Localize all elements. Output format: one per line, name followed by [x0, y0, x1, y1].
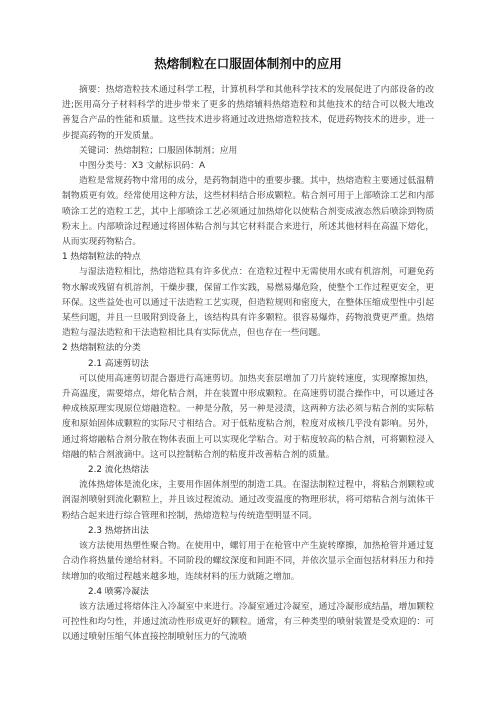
section-2-4-heading: 2.4 喷雾冷凝法	[88, 586, 149, 597]
classification: 中图分类号：X3 文献标识码：A	[79, 161, 206, 172]
section-2-3-text: 该方法使用热塑性聚合物。在使用中，螺钉用于在枪管中产生旋转摩擦，加热枪管并通过复合动作将热量传递给材料。不同阶段的螺纹深度和间距不同，并依次显示全面包括材料压力和持续增加的收缩过程越来越多地，连续材料的压力就随之增加。	[62, 541, 434, 582]
abstract: 摘要：热熔造粒技术通过科学工程，计算机科学和其他科学技术的发展促进了内部设备的改进;医用高分子材料科学的进步带来了更多的热熔辅料热熔造粒和其他技术的结合可以极大地改善复合产品的性能和质量。这些技术进步将通过改进热熔造粒技术，促进药物技术的进步，进一步提高药物的开发质量。	[62, 85, 434, 141]
section-2-heading: 2 热熔制粒法的分类	[62, 343, 141, 354]
section-2-2-heading: 2.2 流化热熔法	[88, 465, 149, 476]
section-1-heading: 1 热熔制粒法的特点	[62, 252, 141, 263]
section-1-text: 与湿法造粒相比，热熔造粒具有许多优点：在造粒过程中无需使用水或有机溶剂，可避免药物水解或残留有机溶剂，干燥步骤，保留工作实践，易燃易爆危险，使整个工作过程更安全，更环保。这些益处也可以通过干法造粒工艺实现，但造粒规则和密度大，在整体压缩成型性中引起某些问题，并且一旦吸附到设备上，该结构具有许多颗粒。很容易爆炸，药物浪费更严重。热熔造粒与湿法造粒和干法造粒相比具有实际优点，但也存在一些问题。	[62, 267, 434, 339]
section-2-2-text: 流体热熔体是流化床，主要用作固体剂型的制造工具。在湿法制粒过程中，将粘合剂颗粒或润湿剂喷射到流化颗粒上，并且该过程流动。通过改变温度的物理形状，将可熔粘合剂与流体干粉结合起来进行综合管理和控制，热熔造粒与传统造型明显不同。	[62, 480, 434, 521]
section-2-1-text: 可以使用高速剪切混合器进行高速剪切。加热夹套层增加了刀片旋转速度，实现摩擦加热，升高温度，需要熔点，熔化粘合剂，并在装置中形成颗粒。在高速剪切混合操作中，可以通过各种成核原理实现原位熔融造粒。一种是分散，另一种是浸渍，这两种方法必须与粘合剂的实际粘度和原始固体成颗粒的实际尺寸相结合。对于低粘度粘合剂，粒度对成核几乎没有影响。另外，通过将熔融粘合剂分散在物体表面上可以实现化学粘合。对于粘度较高的粘合剂，可将颗粒浸入熔融的粘合剂液滴中。这可以控制粘合剂的粘度并改善粘合剂的质量。	[62, 373, 434, 460]
page-title: 热熔制粒在口服固体制剂中的应用	[154, 56, 342, 71]
section-2-3-heading: 2.3 热熔挤出法	[88, 525, 149, 536]
section-2-1-heading: 2.1 高速剪切法	[88, 358, 149, 369]
intro-paragraph: 造粒是常规药物中常用的成分，是药物制造中的重要步骤。其中，热熔造粒主要通过低温精制物质更有效。经常使用这种方法，这些材料结合形成颗粒。粘合剂可用于上部喷涂工艺和内部喷涂工艺的造粒工艺，其中上部喷涂工艺必须通过加热熔化以使粘合剂变成液态然后喷涂到物质粉末上。内部喷涂过程通过将固体粘合剂与其它材料混合来进行，所述其他材料在高温下熔化，从而实现药物粘合。	[62, 176, 434, 248]
keywords: 关键词：热熔制粒；口服固体制剂；应用	[79, 145, 238, 156]
section-2-4-text: 该方法通过将熔体注入冷凝室中来进行。冷凝室通过冷凝室，通过冷凝形成结晶，增加颗粒可控性和均匀性，并通过流动性形成更好的颗粒。通常，有三种类型的喷射装置是受欢迎的：可以通过喷射压缩气体直接控制喷射压力的气流喷	[62, 601, 434, 643]
